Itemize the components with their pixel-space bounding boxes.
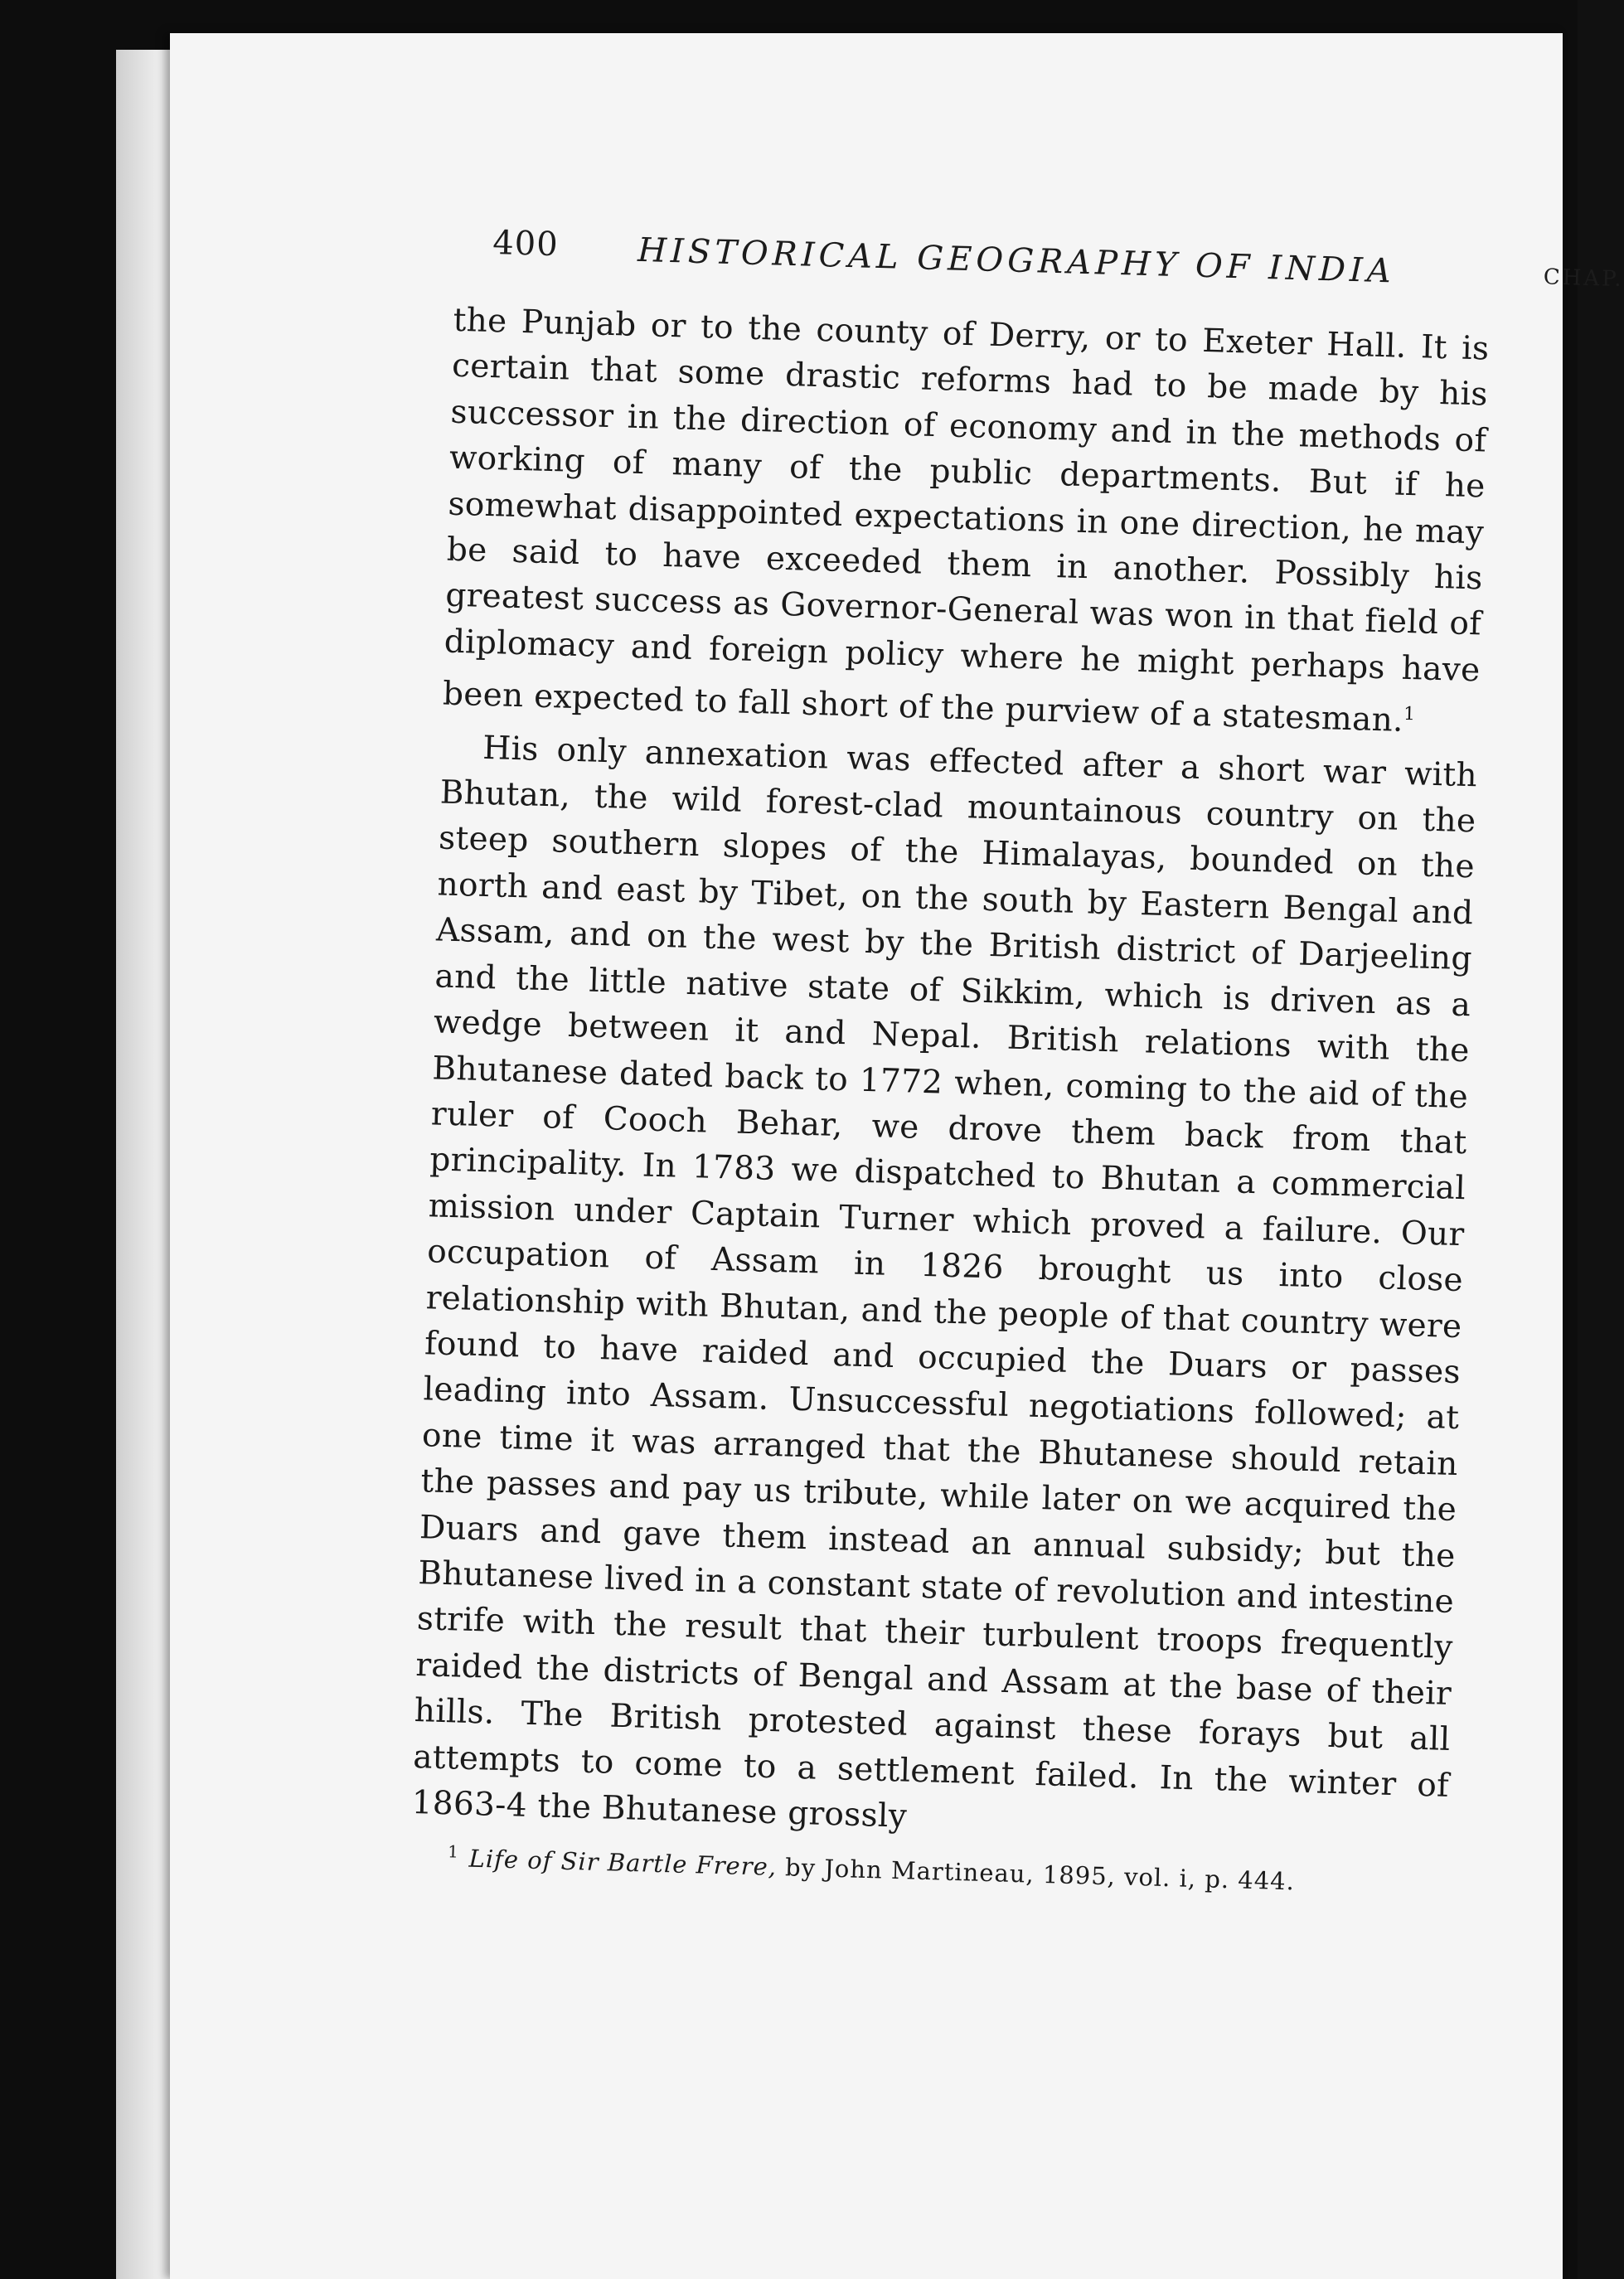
running-title: HISTORICAL GEOGRAPHY OF INDIA	[637, 230, 1396, 291]
footnote-source-title: Life of Sir Bartle Frere,	[468, 1845, 778, 1882]
page-content	[411, 224, 1624, 1905]
body-text	[411, 298, 1490, 1855]
footnote-source-details: by John Martineau, 1895, vol. i, p. 444.	[784, 1853, 1296, 1896]
paragraph-2: His only annexation was effected after a short war with Bhutan, the wild forest-clad mountainous country on the steep southern slopes of the Himalayas, bounded on the north and east by Tibet, on the south by Eastern Bengal and Assam, and on the west by the British district of Darjeeling and the little native state of Sikkim, which is driven as a wedge between it and Nepal. British relations with the Bhutanese dated back to 1772 when, coming to the aid of the ruler of Cooch Behar, we drove them back from that principality. In 1783 we dispatched to Bhutan a commercial mission under Captain Turner which proved a failure. Our occupation of Assam in 1826 brought us into close relationship with Bhutan, and the people of that country were found to have raided and occupied the Duars or passes leading into Assam. Unsuccessful negotiations followed; at one time it was arranged that the Bhutanese should retain the passes and pay us tribute, while later on we acquired the Duars and gave them instead an annual subsidy; but the Bhutanese lived in a constant state of revolution and intestine strife with the result that their turbulent troops frequently raided the districts of Bengal and Assam at the base of their hills. The British protested against these forays but all attempts to come to a settlement failed. In the winter of 1863-4 the Bhutanese grossly	[411, 729, 1478, 1835]
paragraph-1	[442, 298, 1490, 746]
footnote-reference: 1	[1403, 704, 1416, 725]
chapter-label: CHAP.	[1543, 264, 1624, 293]
page-number: 400	[492, 224, 560, 264]
footnote-mark: 1	[447, 1841, 460, 1863]
paragraph-1-text: the Punjab or to the county of Derry, or to Exeter Hall. It is certain that some drastic reforms had to be made by his successor in the direction of economy and in the methods of working of many of the public departments. But if he somewhat disappointed expectations in one direction, he may be said to have exceeded them in another. Possibly his greatest success as Governor-General was won in that field of diplomacy and foreign policy where he might perhaps have been expected to fall short of the purview of a statesman.	[442, 301, 1490, 740]
book-page	[170, 33, 1624, 2279]
